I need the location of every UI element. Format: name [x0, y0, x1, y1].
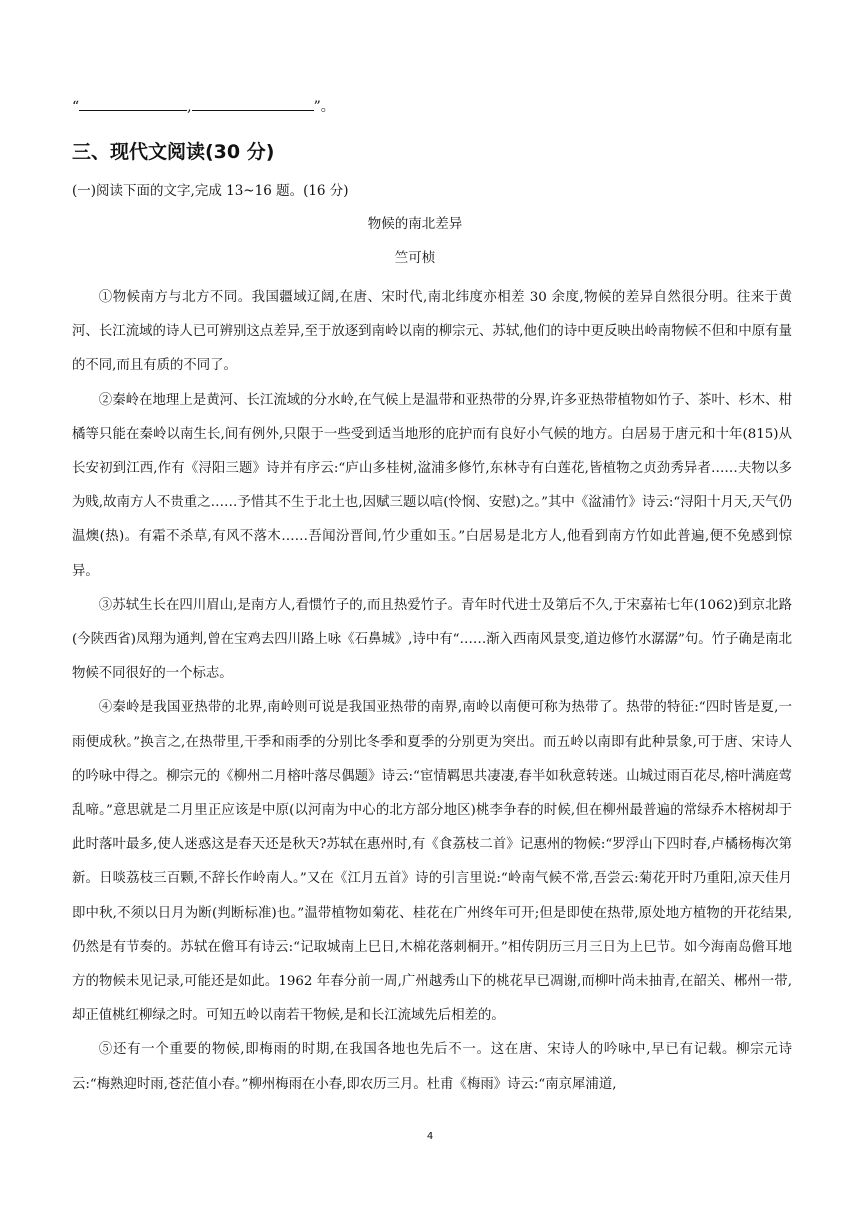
answer-blank-1: [79, 96, 187, 111]
paragraph-5: ⑤还有一个重要的物候,即梅雨的时期,在我国各地也先后不一。这在唐、宋诗人的吟咏中,早已有记载。柳宗元诗云:“梅熟迎时雨,苍茫值小春。”柳州梅雨在小春,即农历三月。杜甫《梅雨》诗云:“南京犀浦道,: [72, 1042, 792, 1092]
paragraph-3: ③苏轼生长在四川眉山,是南方人,看惯竹子的,而且热爱竹子。青年时代进士及第后不久,于宋嘉祐七年(1062)到京北路(今陕西省)凤翔为通判,曾在宝鸡去四川路上咏《石鼻城》,诗中有“……渐入西南风景变,道边修竹水潺潺”句。竹子确是南北物候不同很好的一个标志。: [72, 597, 792, 682]
article-title: 物候的南北差异: [367, 216, 463, 232]
page-number: 4: [426, 1131, 434, 1142]
section-heading: 三、现代文阅读(30 分): [72, 141, 275, 163]
close-quote: ”。: [313, 99, 335, 115]
answer-blank-2: [192, 96, 314, 111]
paragraph-4: ④秦岭是我国亚热带的北界,南岭则可说是我国亚热带的南界,南岭以南便可称为热带了。热带的特征:“四时皆是夏,一雨便成秋。”换言之,在热带里,干季和雨季的分别比冬季和夏季的分别更为突出。而五岭以南即有此种景象,可于唐、宋诗人的吟咏中得之。柳宗元的《柳州二月榕叶落尽偶题》诗云:“宦情羁思共凄凄,春半如秋意转迷。山城过雨百花尽,榕叶满庭莺乱啼。”意思就是二月里正应该是中原(以河南为中心的北方部分地区)桃李争春的时候,但在柳州最普遍的常绿乔木榕树却于此时落叶最多,使人迷惑这是春天还是秋天?苏轼在惠州时,有《食荔枝二首》记惠州的物候:“罗浮山下四时春,卢橘杨梅次第新。日啖荔枝三百颗,不辞长作岭南人。”又在《江月五首》诗的引言里说:“岭南气候不常,吾尝云:菊花开时乃重阳,凉天佳月即中秋,不须以日月为断(判断标准)也。”温带植物如菊花、桂花在广州终年可开;但是即使在热带,原处地方植物的开花结果,仍然是有节奏的。苏轼在儋耳有诗云:“记取城南上巳日,木棉花落刺桐开。”相传阴历三月三日为上巳节。如今海南岛儋耳地方的物候未见记录,可能还是如此。1962 年春分前一周,广州越秀山下的桃花早已凋谢,而柳叶尚未抽青,在韶关、郴州一带,却正值桃红柳绿之时。可知五岭以南若干物候,是和长江流域先后相差的。: [72, 700, 792, 1024]
subsection-instruction: (一)阅读下面的文字,完成 13~16 题。(16 分): [72, 183, 349, 199]
paragraph-1: ①物候南方与北方不同。我国疆域辽阔,在唐、宋时代,南北纬度亦相差 30 余度,物候的差异自然很分明。往来于黄河、长江流域的诗人已可辨别这点差异,至于放逐到南岭以南的柳宗元、苏轼,他们的诗中更反映出岭南物候不但和中原有量的不同,而且有质的不同了。: [72, 290, 792, 374]
paragraph-2: ②秦岭在地理上是黄河、长江流域的分水岭,在气候上是温带和亚热带的分界,许多亚热带植物如竹子、茶叶、杉木、柑橘等只能在秦岭以南生长,间有例外,只限于一些受到适当地形的庇护而有良好小气候的地方。白居易于唐元和十年(815)从长安初到江西,作有《浔阳三题》诗并有序云:“庐山多桂树,湓浦多修竹,东林寺有白莲花,皆植物之贞劲秀异者……夫物以多为贱,故南方人不贵重之……予惜其不生于北土也,因赋三题以唁(怜悯、安慰)之。”其中《湓浦竹》诗云:“浔阳十月天,天气仍温燠(热)。有霜不杀草,有风不落木……吾闻汾晋间,竹少重如玉。”白居易是北方人,他看到南方竹如此普遍,便不免感到惊异。: [72, 392, 792, 579]
fill-in-blank-line: [72, 96, 335, 118]
article-body: [72, 281, 792, 1102]
blank-separator: ,: [187, 99, 192, 115]
open-quote: “: [72, 99, 80, 115]
article-author: 竺可桢: [394, 250, 436, 266]
